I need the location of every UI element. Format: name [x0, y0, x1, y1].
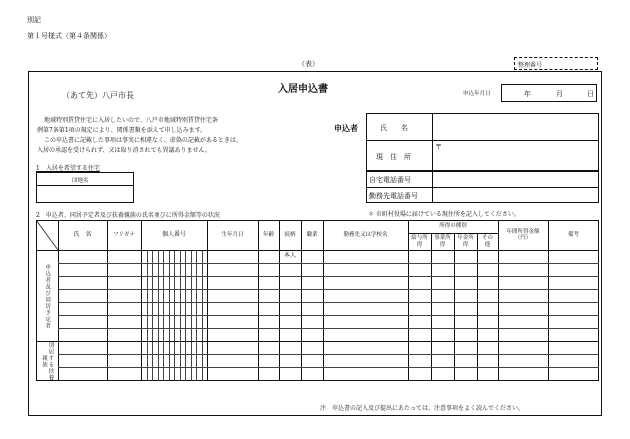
date-field[interactable]: [501, 84, 597, 102]
relation-honnin: 本人: [283, 252, 296, 260]
address-input[interactable]: [433, 141, 598, 170]
group-applicants: 申込者及び同居予定者: [44, 263, 51, 329]
col-sonota: その他: [481, 235, 493, 248]
col-annual: 年間所得金額（円）: [506, 228, 540, 241]
name-input[interactable]: [433, 114, 598, 139]
intro-line-1: 地域特別賃貸住宅に入居したいので、八戸市地域特別賃貸住宅条: [44, 117, 218, 124]
footer-note: 注 申込書の記入及び提出にあたっては、注意事項をよく読んでください。: [320, 405, 525, 412]
name-label: 氏 名: [380, 124, 408, 132]
col-income-type: 所得の種別: [439, 223, 467, 230]
date-day: 日: [587, 90, 594, 98]
residence-note: ＊ 市町村役場に届けている現住所を記入してください。: [368, 211, 520, 218]
work-phone-label: 勤務先電話番号: [369, 192, 418, 200]
col-nenkin: 年金所得: [457, 235, 474, 248]
col-job: 職業: [306, 231, 318, 238]
col-birth: 生年月日: [221, 231, 244, 238]
date-label: 申込年月日: [463, 91, 491, 97]
intro-line-2: 例第7条第1項の規定により、関係書類を添えて申し込みます。: [37, 127, 207, 134]
applicant-label: 申込者: [334, 123, 358, 133]
danchi-input[interactable]: [37, 186, 133, 202]
home-phone-label: 自宅電話番号: [369, 176, 411, 184]
col-name: 氏 名: [73, 230, 92, 238]
seiri-number-box[interactable]: [514, 57, 598, 70]
address-label: 現 住 所: [376, 153, 411, 161]
addressee: （あて先）八戸市長: [62, 91, 134, 100]
col-kojin: 個人番号: [161, 230, 186, 238]
work-phone-input[interactable]: [433, 188, 598, 202]
corner-diagonal: [36, 220, 58, 250]
intro-line-4: 入居の承認を受けられず、又は取り消されても異議ありません。: [37, 147, 211, 154]
col-relation: 続柄: [284, 231, 296, 238]
section1-title: 1 入居を希望する住宅: [36, 165, 100, 172]
col-workplace: 勤務先又は学校名: [343, 231, 388, 238]
section2-title: 2 申込者、同居予定者及び扶養親族の氏名並びに所得金額等の状況: [36, 212, 220, 219]
col-jigyo: 事業所得: [434, 235, 451, 248]
date-month: 月: [556, 90, 563, 98]
intro-line-3: この申込書に記載した事項は事実に相違なく、虚偽の記載があるときは、: [44, 137, 242, 144]
col-kyuyo: 給与所得: [411, 235, 428, 248]
betsuki-label: 別記: [27, 16, 41, 24]
form-number: 第１号様式（第４条関係）: [27, 32, 111, 40]
omote-label: （表）: [298, 60, 319, 68]
danchi-label: 団地名: [72, 178, 89, 184]
col-age: 年齢: [262, 231, 274, 238]
col-furigana: フリガナ: [113, 231, 135, 238]
home-phone-input[interactable]: [433, 172, 598, 186]
date-year: 年: [524, 90, 531, 98]
postal-mark: 〒: [435, 143, 442, 151]
group-dependents: 別居する扶養親族: [41, 342, 54, 381]
col-biko: 備考: [567, 231, 579, 238]
seiri-label: 整理番号: [518, 62, 543, 69]
form-title: 入居申込書: [278, 84, 328, 95]
